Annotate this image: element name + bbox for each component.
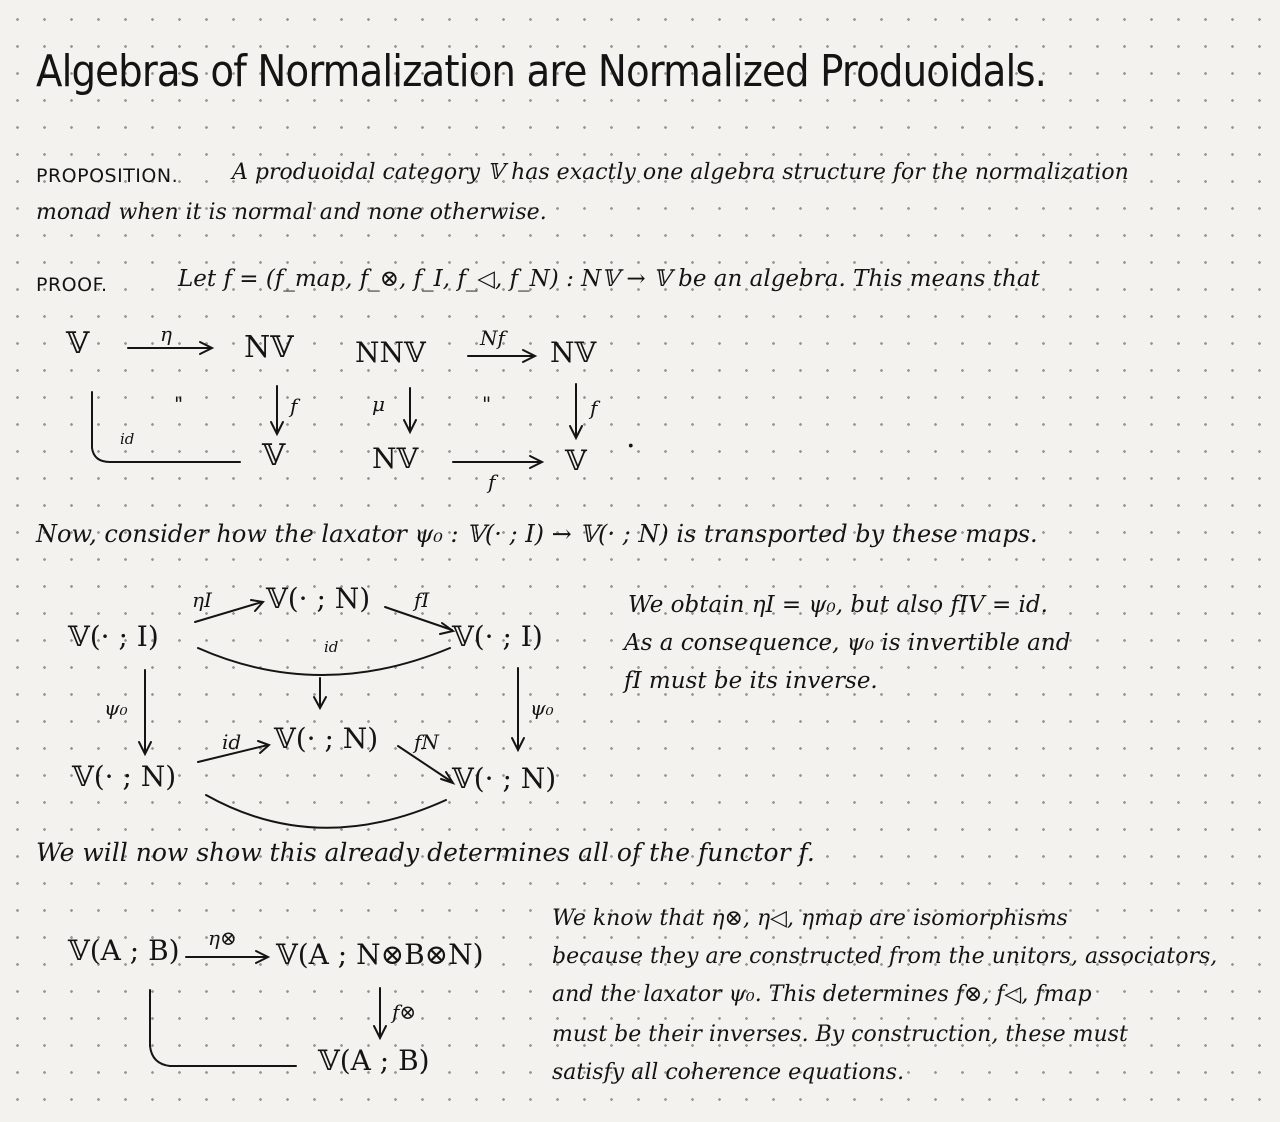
label-eq-right: " [482, 392, 492, 416]
label-id-top: id [324, 638, 339, 656]
node-v-bottom: 𝕍 [262, 438, 286, 473]
know-line-4: must be their inverses. By construction, these must [552, 1022, 1128, 1047]
node-bl: 𝕍(· ; N) [72, 760, 177, 793]
obtain-line-3: fI must be its inverse. [624, 668, 878, 694]
proposition-label: PROPOSITION. [36, 165, 179, 187]
node-nv-top-right: N𝕍 [550, 336, 597, 369]
label-f-tensor: f⊗ [392, 1000, 417, 1024]
label-mu: μ [372, 392, 385, 416]
node-tgt: 𝕍(A ; N⊗B⊗N) [276, 938, 484, 971]
label-eta-i: ηI [192, 588, 212, 612]
label-f-left: f [290, 394, 298, 418]
label-f-i: fI [414, 588, 430, 612]
label-nf: Nf [480, 326, 505, 350]
label-id: id [120, 430, 135, 448]
label-eq-left: " [174, 392, 184, 416]
node-tl: 𝕍(· ; I) [68, 620, 159, 653]
node-src: 𝕍(A ; B) [68, 934, 180, 967]
know-line-1: We know that η⊗, η◁, ηmap are isomorphisms [552, 906, 1068, 931]
know-line-2: because they are constructed from the unitors, associators, [552, 944, 1218, 969]
obtain-line-2: As a consequence, ψ₀ is invertible and [624, 630, 1071, 656]
diagram1-period: . [626, 420, 636, 455]
node-v-top: 𝕍 [66, 326, 90, 361]
node-tm: 𝕍(· ; N) [266, 582, 371, 615]
now-line: Now, consider how the laxator ψ₀ : 𝕍(· ; I) → 𝕍(· ; N) is transported by these maps. [36, 520, 1038, 548]
node-nnv: NN𝕍 [355, 336, 426, 369]
page-title: Algebras of Normalization are Normalized Produoidals. [36, 46, 1047, 97]
determine-line: We will now show this already determines all of the functor f. [36, 838, 815, 867]
label-f-n: fN [414, 730, 439, 754]
label-f-bottom: f [488, 470, 496, 494]
label-psi-right: ψ₀ [530, 696, 554, 720]
node-bm: 𝕍(· ; N) [274, 722, 379, 755]
label-id-bottom: id [222, 730, 242, 754]
node-tr: 𝕍(· ; I) [452, 620, 543, 653]
proposition-line-2: monad when it is normal and none otherwise. [36, 200, 547, 225]
label-f-right: f [590, 396, 598, 420]
node-br: 𝕍(· ; N) [452, 762, 557, 795]
label-eta: η [160, 322, 172, 346]
node-v-bottom-right: 𝕍 [565, 444, 587, 477]
node-bottom: 𝕍(A ; B) [318, 1044, 430, 1077]
node-nv-bottom: N𝕍 [372, 442, 419, 475]
obtain-line-1: We obtain ηI = ψ₀, but also fIV = id. [628, 592, 1048, 618]
node-nv-top: N𝕍 [244, 330, 294, 365]
label-eta-tensor: η⊗ [208, 926, 237, 950]
proposition-line-1: A produoidal category 𝕍 has exactly one algebra structure for the normalization [232, 160, 1129, 185]
proof-line-1: Let f = (f_map, f_⊗, f_I, f_◁, f_N) : N𝕍 → 𝕍 be an algebra. This means that [178, 266, 1040, 292]
proof-label: PROOF. [36, 274, 108, 296]
label-psi-left: ψ₀ [104, 696, 128, 720]
know-line-5: satisfy all coherence equations. [552, 1060, 905, 1085]
know-line-3: and the laxator ψ₀. This determines f⊗, f◁, fmap [552, 982, 1092, 1007]
